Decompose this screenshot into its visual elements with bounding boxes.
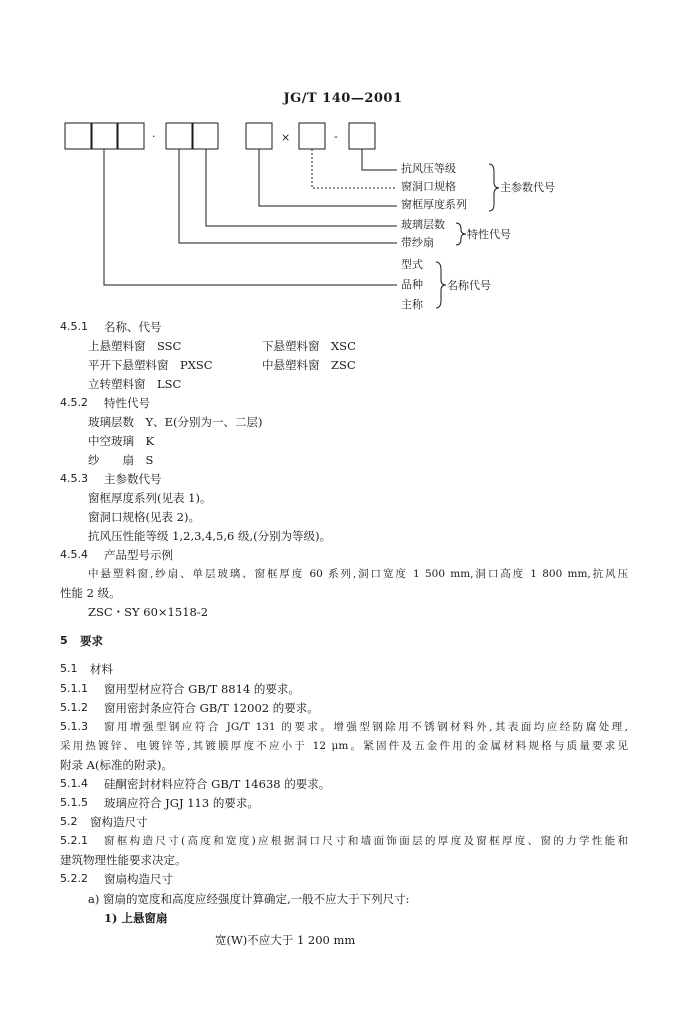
feature-code-row: 纱 扇 S	[88, 453, 154, 467]
section-5-2-number: 5.2	[60, 815, 78, 828]
label-model: 型式	[401, 258, 423, 271]
section-4-5-2-title: 特性代号	[104, 396, 150, 410]
code-box-wind	[349, 123, 375, 149]
clause-5-1-5-text: 玻璃应符合 JGJ 113 的要求。	[104, 796, 259, 810]
brace-feature	[456, 223, 466, 245]
clause-5-1-4-text: 硅酮密封材料应符合 GB/T 14638 的要求。	[104, 777, 331, 791]
chapter-5-title: 要求	[80, 634, 103, 648]
clause-5-1-3-line: 窗用增强型钢应符合 JG/T 131 的要求。增强型钢除用不锈钢材料外,其表面均应经防腐处理,	[104, 721, 628, 733]
example-description-line: 性能 2 级。	[60, 586, 121, 600]
example-description-line: 中悬塑料窗,纱扇、单层玻璃、窗框厚度 60 系列,洞口宽度 1 500 mm,洞口高度 1 800 mm,抗风压	[88, 568, 628, 580]
label-frame-series: 窗框厚度系列	[401, 198, 467, 211]
list-item-a1: 1) 上悬窗扇	[104, 911, 168, 925]
brace-name	[436, 262, 446, 308]
code-box-screen	[166, 123, 192, 149]
code-row-left: 立转塑料窗 LSC	[88, 377, 182, 391]
code-box-glass	[193, 123, 218, 149]
leader-line-opening	[312, 149, 397, 188]
page-header: JG/T 140—2001	[283, 91, 403, 106]
section-4-5-3-title: 主参数代号	[104, 472, 162, 486]
code-box-model	[65, 123, 91, 149]
code-box-opening	[299, 123, 325, 149]
brace-main-param	[489, 164, 499, 211]
code-box-variety	[92, 123, 117, 149]
label-opening-size: 窗洞口规格	[401, 180, 456, 193]
clause-5-2-1-line: 建筑物理性能要求决定。	[60, 853, 187, 867]
dash-sign: -	[334, 130, 338, 143]
leader-line-glass-layers	[206, 149, 397, 226]
clause-5-1-2-number: 5.1.2	[60, 701, 88, 714]
section-4-5-1-title: 名称、代号	[104, 320, 162, 334]
label-glass-layers: 玻璃层数	[401, 218, 445, 231]
clause-5-2-1-line: 窗框构造尺寸(高度和宽度)应根据洞口尺寸和墙面饰面层的厚度及窗框厚度、窗的力学性能和	[104, 835, 628, 847]
clause-5-1-3-line: 附录 A(标准的附录)。	[60, 758, 173, 772]
clause-5-1-1-number: 5.1.1	[60, 682, 88, 695]
clause-5-1-4-number: 5.1.4	[60, 777, 88, 790]
clause-5-2-2-number: 5.2.2	[60, 872, 88, 885]
group-main-param: 主参数代号	[500, 181, 555, 194]
clause-5-1-3-number: 5.1.3	[60, 720, 88, 733]
times-sign: ×	[281, 131, 291, 144]
section-4-5-4-number: 4.5.4	[60, 548, 88, 561]
clause-5-2-2-title: 窗扇构造尺寸	[104, 872, 173, 886]
code-box-material	[118, 123, 144, 149]
code-row-right: 下悬塑料窗 XSC	[262, 339, 356, 353]
feature-code-row: 玻璃层数 Y、E(分别为一、二层)	[88, 415, 263, 429]
list-item-a: a) 窗扇的宽度和高度应经强度计算确定,一般不应大于下列尺寸:	[88, 892, 410, 906]
leader-line-name	[104, 149, 397, 285]
code-box-frame	[246, 123, 272, 149]
leader-line-wind	[362, 149, 397, 170]
separator-dot: ·	[152, 130, 156, 143]
model-designation-diagram	[0, 110, 686, 320]
label-variety: 品种	[401, 278, 423, 291]
label-material: 主称	[401, 298, 423, 311]
section-4-5-4-title: 产品型号示例	[104, 548, 173, 562]
code-row-right: 中悬塑料窗 ZSC	[262, 358, 356, 372]
code-row-left: 上悬塑料窗 SSC	[88, 339, 182, 353]
clause-5-1-1-text: 窗用型材应符合 GB/T 8814 的要求。	[104, 682, 300, 696]
leader-line-frame	[259, 149, 397, 206]
clause-5-1-2-text: 窗用密封条应符合 GB/T 12002 的要求。	[104, 701, 319, 715]
section-4-5-2-number: 4.5.2	[60, 396, 88, 409]
section-5-2-title: 窗构造尺寸	[90, 815, 148, 829]
feature-code-row: 中空玻璃 K	[88, 434, 155, 448]
section-5-1-number: 5.1	[60, 662, 78, 675]
group-feature: 特性代号	[467, 228, 511, 241]
label-screen-sash: 带纱扇	[401, 236, 434, 249]
label-wind-pressure: 抗风压等级	[401, 162, 456, 175]
main-param-row: 窗洞口规格(见表 2)。	[88, 510, 200, 524]
main-param-row: 抗风压性能等级 1,2,3,4,5,6 级,(分别为等级)。	[88, 529, 332, 543]
section-4-5-1-number: 4.5.1	[60, 320, 88, 333]
section-4-5-3-number: 4.5.3	[60, 472, 88, 485]
model-example: ZSC・SY 60×1518-2	[88, 605, 209, 619]
code-row-left: 平开下悬塑料窗 PXSC	[88, 358, 213, 372]
clause-5-2-1-number: 5.2.1	[60, 834, 88, 847]
leader-line-screen	[179, 149, 397, 243]
main-param-row: 窗框厚度系列(见表 1)。	[88, 491, 212, 505]
clause-5-1-5-number: 5.1.5	[60, 796, 88, 809]
max-width-value: 宽(W)不应大于 1 200 mm	[215, 933, 356, 947]
group-name: 名称代号	[447, 279, 491, 292]
clause-5-1-3-line: 采用热镀锌、电镀锌等,其镀膜厚度不应小于 12 μm。紧固件及五金件用的金属材料规格与质量要求见	[60, 740, 628, 752]
chapter-5-number: 5	[60, 634, 68, 647]
section-5-1-title: 材料	[90, 662, 113, 676]
